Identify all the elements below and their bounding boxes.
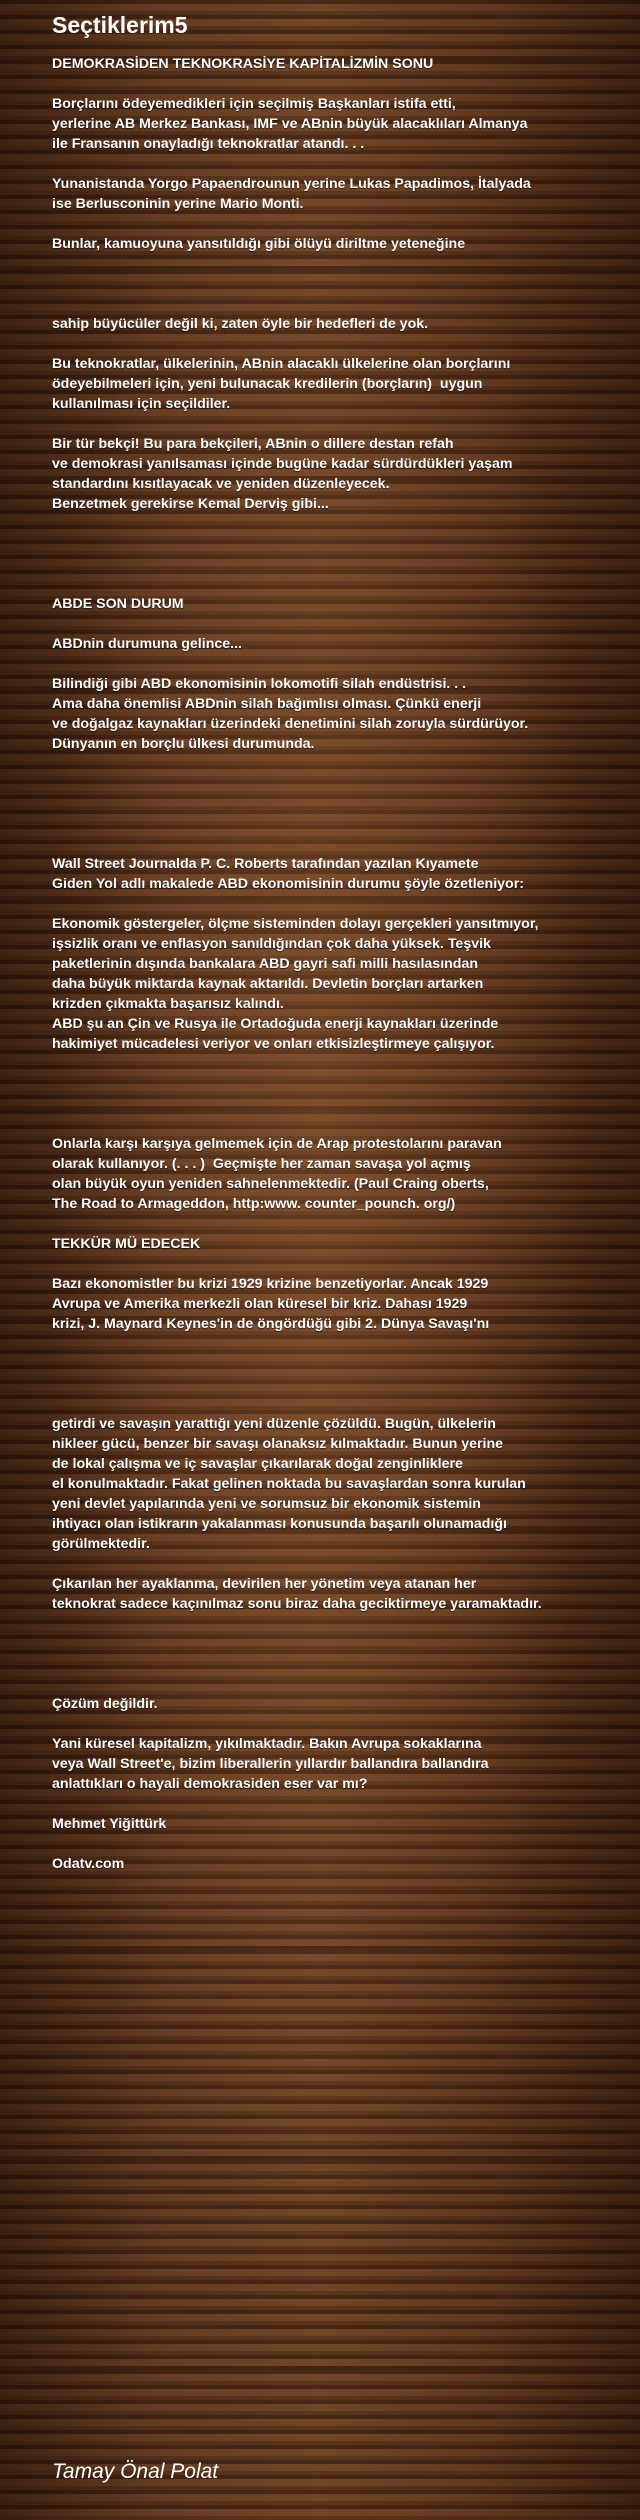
poem-body: DEMOKRASİDEN TEKNOKRASİYE KAPİTALİZMİN SONU Borçlarını ödeyemedikleri için seçilmiş Başkanları istifa etti, yerlerine AB Merkez Bankası, IMF ve ABnin büyük alacaklıları Almanya ile Fransanın onayladığı teknokratlar atandı. . . Yunanistanda Yorgo Papaendrounun yerine Lukas Papadimos, İtalyada ise Berlusconinin yerine Mario Monti. Bunlar, kamuoyuna yansıtıldığı gibi ölüyü diriltme yeteneğine sahip büyücüler değil ki, zaten öyle bir hedefleri de yok. Bu teknokratlar, ülkelerinin, ABnin alacaklı ülkelerine olan borçlarını ödeyebilmeleri için, yeni bulunacak kredilerin (borçların) uygun kullanılması için seçildiler. Bir tür bekçi! Bu para bekçileri, ABnin o dillere destan refah ve demokrasi yanılsaması içinde bugüne kadar sürdürdükleri yaşam standardını kısıtlayacak ve yeniden düzenleyecek. Benzetmek gerekirse Kemal Derviş gibi... ABDE SON DURUM ABDnin durumuna gelince... Bilindiği gibi ABD ekonomisinin lokomotifi silah endüstrisi. . . Ama daha önemlisi ABDnin silah bağımlısı olması. Çünkü enerji ve doğalgaz kaynakları üzerindeki denetimini silah zoruyla sürdürüyor. Dünyanın en borçlu ülkesi durumunda. Wall Street Journalda P. C. Roberts tarafından yazılan Kıyamete Giden Yol adlı makalede ABD ekonomisinin durumu şöyle özetleniyor: Ekonomik göstergeler, ölçme sisteminden dolayı gerçekleri yansıtmıyor, işsizlik oranı ve enflasyon sanıldığından çok daha yüksek. Teşvik paketlerinin dışında bankalara ABD gayri safi milli hasılasından daha büyük miktarda kaynak aktarıldı. Devletin borçları artarken krizden çıkmakta başarısız kalındı. ABD şu an Çin ve Rusya ile Ortadoğuda enerji kaynakları üzerinde hakimiyet mücadelesi veriyor ve onları etkisizleştirmeye çalışıyor. Onlarla karşı karşıya gelmemek için de Arap protestolarını paravan olarak kullanıyor. (. . . ) Geçmişte her zaman savaşa yol açmış olan büyük oyun yeniden sahnelenmektedir. (Paul Craing oberts, The Road to Armageddon, http:www. counter_pounch. org/) TEKKÜR MÜ EDECEK Bazı ekonomistler bu krizi 1929 krizine benzetiyorlar. Ancak 1929 Avrupa ve Amerika merkezli olan küresel bir kriz. Dahası 1929 krizi, J. Maynard Keynes'in de öngördüğü gibi 2. Dünya Savaşı'nı getirdi ve savaşın yarattığı yeni düzenle çözüldü. Bugün, ülkelerin nikleer gücü, benzer bir savaşı olanaksız kılmaktadır. Bunun yerine de lokal çalışma ve iç savaşlar çıkarılarak doğal zenginliklere el konulmaktadır. Fakat gelinen noktada bu savaşlardan sonra kurulan yeni devlet yapılarında yeni ve sorumsuz bir ekonomik sistemin ihtiyacı olan istikrarın yakalanması konusunda başarılı olunamadığı görülmektedir. Çıkarılan her ayaklanma, devirilen her yönetim veya atanan her teknokrat sadece kaçınılmaz sonu biraz daha geciktirmeye yaramaktadır. Çözüm değildir. Yani küresel kapitalizm, yıkılmaktadır. Bakın Avrupa sokaklarına veya Wall Street'e, bizim liberallerin yıllardır ballandıra ballandıra anlattıkları o hayali demokrasiden eser var mı? Mehmet Yiğittürk Odatv.com	[52, 56, 542, 1872]
poem-title: Seçtiklerim5	[52, 12, 188, 38]
poem-author[interactable]: Tamay Önal Polat	[52, 2460, 219, 2483]
